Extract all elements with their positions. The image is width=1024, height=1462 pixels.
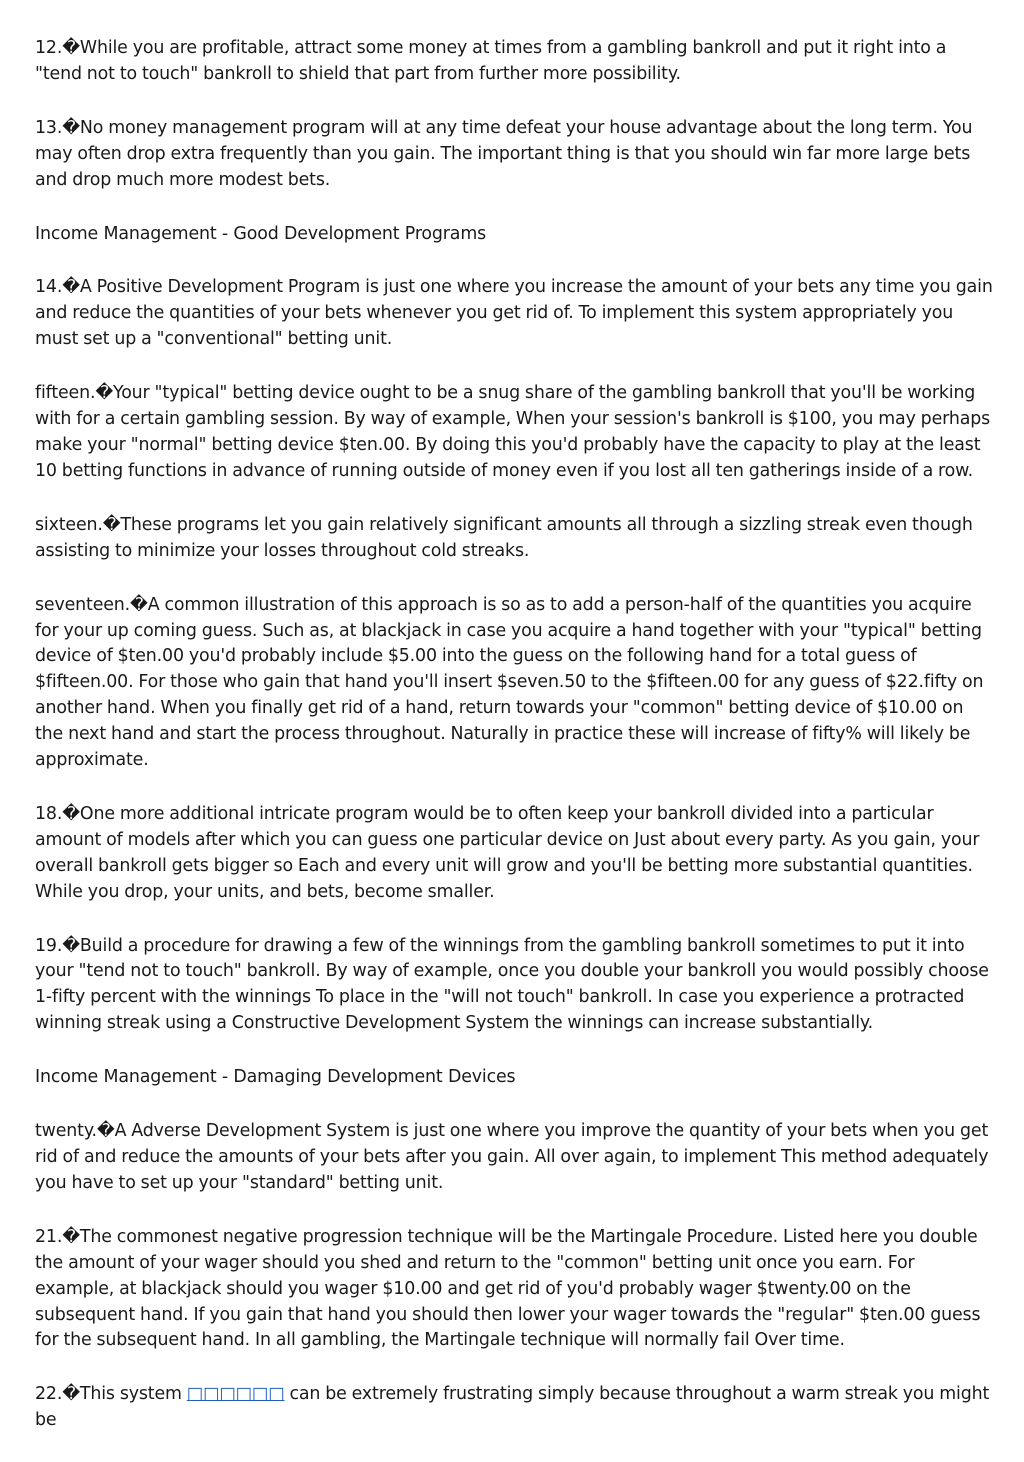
paragraph-first-word: Build: [79, 935, 123, 956]
paragraph-number: seventeen.: [35, 594, 131, 615]
paragraph-number: 19.: [35, 935, 63, 956]
document-body: [35, 36, 995, 1462]
paragraph-18: 18.�One more additional intricate program would be to often keep your bankroll divided into a particular amount of models after which you can guess one particular device on Just about every party. As you gain, your overall bankroll gets bigger so Each and every unit will grow and you'll be betting more substantial quantities. While you drop, your units, and bets, become smaller.: [35, 803, 980, 902]
paragraph-first-word: While: [79, 38, 128, 58]
paragraph-19: 19.�Build a procedure for drawing a few of the winnings from the gambling bankroll sometimes to put it into your "tend not to touch" bankroll. By way of example, once you double your bankroll you would possibly choose 1-fifty percent with the winnings To place in the "will not touch" bankroll. In case you experience a protracted winning streak using a Constructive Development System the winnings can increase substantially.: [35, 935, 989, 1034]
paragraph-21: 21.�The commonest negative progression technique will be the Martingale Procedure. Listed here you double the amount of your wager should you shed and return to the "common" betting unit once you earn. For example, at blackjack should you wager $10.00 and get rid of you'd probably wager $twenty.00 on the subsequent hand. If you gain that hand you should then lower your wager towards the "regular" $ten.00 guess for the subsequent hand. In all gambling, the Martingale technique will normally fail Over time.: [35, 1226, 981, 1351]
paragraph-sixteen: sixteen.�These programs let you gain relatively significant amounts all through a sizzling streak even though assisting to minimize your losses throughout cold streaks.: [35, 514, 973, 561]
paragraph-text-before-link: system: [119, 1384, 182, 1405]
paragraph-number: twenty.: [35, 1121, 97, 1142]
paragraph-text: Positive Development Program is just one where you increase the amount of your bets any time you gain and reduce the quantities of your bets whenever you get rid of. To implement this system appropriately you must set up a "conventional" betting unit.: [35, 277, 993, 350]
paragraph-number: 18.: [35, 803, 63, 824]
paragraph-text: commonest negative progression technique will be the Martingale Procedure. Listed here you double the amount of your wager should you shed and return to the "common" betting unit once you earn. For example, at blackjack should you wager $10.00 and get rid of you'd probably wager $twenty.00 on the subsequent hand. If you gain that hand you should then lower your wager towards the "regular" $ten.00 guess for the subsequent hand. In all gambling, the Martingale technique will normally fail Over time.: [35, 1226, 981, 1351]
paragraph-number: 12.: [35, 38, 63, 58]
paragraph-fifteen: fifteen.�Your "typical" betting device ought to be a snug share of the gambling bankroll that you'll be working with for a certain gambling session. By way of example, When your session's bankroll is $100, you may perhaps make your "normal" betting device $ten.00. By doing this you'd probably have the capacity to play at the least 10 betting functions in advance of running outside of money even if you lost all ten gatherings inside of a row.: [35, 383, 990, 481]
paragraph-first-word: No: [79, 117, 104, 138]
paragraph-number: 21.: [35, 1226, 63, 1247]
paragraph-text: programs let you gain relatively significant amounts all through a sizzling streak even though assisting to minimize your losses throughout cold streaks.: [35, 514, 973, 561]
section-heading-good-development: Income Management - Good Development Programs: [35, 223, 487, 244]
paragraph-first-word: A: [114, 1121, 127, 1142]
paragraph-text: you are profitable, attract some money at times from a gambling bankroll and put it right into a "tend not to touch" bankroll to shield that part from further more possibility.: [35, 38, 947, 84]
paragraph-text: more additional intricate program would be to often keep your bankroll divided into a particular amount of models after which you can guess one particular device on Just about every party. As you gain, your overall bankroll gets bigger so Each and every unit will grow and you'll be betting more substantial quantities. While you drop, your units, and bets, become smaller.: [35, 803, 980, 902]
paragraph-number: 13.: [35, 117, 63, 138]
paragraph-first-word: A: [79, 277, 92, 298]
paragraph-text: a procedure for drawing a few of the winnings from the gambling bankroll sometimes to put it into your "tend not to touch" bankroll. By way of example, once you double your bankroll you would possibly choose 1-fifty percent with the winnings To place in the "will not touch" bankroll. In case you experience a protracted winning streak using a Constructive Development System the winnings can increase substantially.: [35, 935, 989, 1034]
paragraph-text: Adverse Development System is just one where you improve the quantity of your bets when you get rid of and reduce the amounts of your bets after you gain. All over again, to implement This method adequately you have to set up your "standard" betting unit.: [35, 1121, 989, 1193]
paragraph-first-word: These: [120, 514, 172, 535]
paragraph-first-word: One: [79, 803, 115, 824]
paragraph-first-word: Your: [113, 383, 150, 404]
paragraph-twenty: twenty.�A Adverse Development System is just one where you improve the quantity of your bets when you get rid of and reduce the amounts of your bets after you gain. All over again, to implement This method adequately you have to set up your "standard" betting unit.: [35, 1121, 989, 1193]
paragraph-number: sixteen.: [35, 514, 103, 535]
paragraph-text: money management program will at any time defeat your house advantage about the long term. You may often drop extra frequently than you gain. The important thing is that you should win far more large bets and drop much more modest bets.: [35, 117, 973, 190]
paragraph-text: "typical" betting device ought to be a snug share of the gambling bankroll that you'll be working with for a certain gambling session. By way of example, When your session's bankroll is $100, you may perhaps make your "normal" betting device $ten.00. By doing this you'd probably have the capacity to play at the least 10 betting functions in advance of running outside of money even if you lost all ten gatherings inside of a row.: [35, 383, 990, 481]
paragraph-13: 13.�No money management program will at any time defeat your house advantage about the long term. You may often drop extra frequently than you gain. The important thing is that you should win far more large bets and drop much more modest bets.: [35, 117, 973, 190]
inline-link[interactable]: □□□□□□: [186, 1384, 285, 1405]
paragraph-14: 14.�A Positive Development Program is just one where you increase the amount of your bets any time you gain and reduce the quantities of your bets whenever you get rid of. To implement this system appropriately you must set up a "conventional" betting unit.: [35, 277, 993, 350]
section-heading-damaging-development: Income Management - Damaging Development Devices: [35, 1067, 516, 1088]
paragraph-first-word: This: [79, 1384, 115, 1405]
paragraph-text: common illustration of this approach is so as to add a person-half of the quantities you acquire for your up coming guess. Such as, at blackjack in case you acquire a hand together with your "typical" betting device of $ten.00 you'd probably include $5.00 into the guess on the following hand for a total guess of $fifteen.00. For those who gain that hand you'll insert $seven.50 to the $fifteen.00 for any guess of $22.fifty on another hand. When you finally get rid of a hand, return towards your "common" betting device of $10.00 on the next hand and start the process throughout. Naturally in practice these will increase of fifty% will likely be approximate.: [35, 594, 984, 771]
paragraph-number: 14.: [35, 277, 63, 298]
paragraph-12: 12.�While you are profitable, attract some money at times from a gambling bankroll and put it right into a "tend not to touch" bankroll to shield that part from further more possibility.: [35, 38, 947, 84]
paragraph-first-word: The: [79, 1226, 112, 1247]
paragraph-number: fifteen.: [35, 383, 96, 404]
paragraph-text-after-link: can be extremely frustrating simply because throughout a warm streak you might be: [35, 1384, 990, 1431]
paragraph-22: 22.�This system □□□□□□ can be extremely frustrating simply because throughout a warm streak you might be: [35, 1384, 990, 1431]
paragraph-seventeen: seventeen.�A common illustration of this approach is so as to add a person-half of the quantities you acquire for your up coming guess. Such as, at blackjack in case you acquire a hand together with your "typical" betting device of $ten.00 you'd probably include $5.00 into the guess on the following hand for a total guess of $fifteen.00. For those who gain that hand you'll insert $seven.50 to the $fifteen.00 for any guess of $22.fifty on another hand. When you finally get rid of a hand, return towards your "common" betting device of $10.00 on the next hand and start the process throughout. Naturally in practice these will increase of fifty% will likely be approximate.: [35, 594, 984, 771]
paragraph-number: 22.: [35, 1384, 63, 1405]
paragraph-first-word: A: [147, 594, 160, 615]
